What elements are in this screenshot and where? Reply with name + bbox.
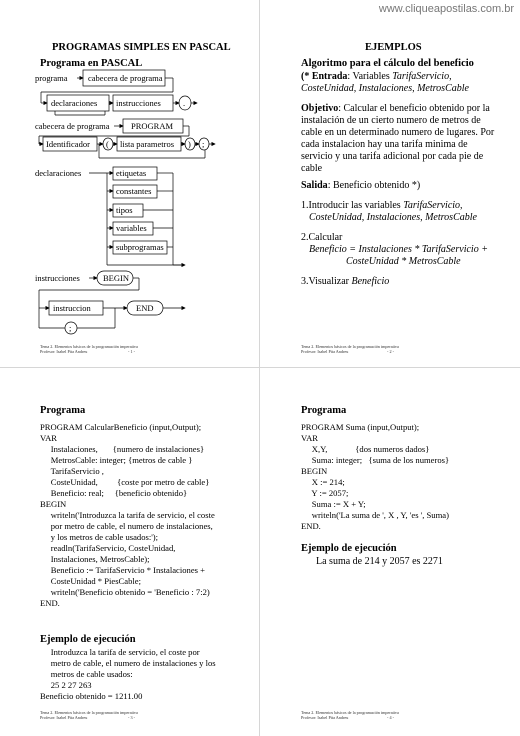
entrada-label: (* Entrada	[301, 71, 348, 82]
objetivo-text-1: instalación de un cierto numero de metros de	[301, 115, 481, 126]
code-line: END.	[40, 598, 60, 608]
slide-2-page: - 2 -	[387, 349, 394, 354]
slide-4-code	[301, 422, 516, 532]
step-1	[301, 200, 463, 212]
code-line: VAR	[301, 433, 319, 443]
code-line: por metro de cable, el numero de instalaciones,	[40, 521, 213, 531]
code-line: TarifaServicio ,	[40, 466, 104, 476]
label-dot: .	[183, 98, 186, 108]
slide-3-example-title: Ejemplo de ejecución	[40, 634, 136, 645]
objetivo-line	[301, 103, 490, 115]
footer-line2: Profesor: Isabel Pita Andreu	[301, 715, 349, 720]
step-1-text: 1.Introducir las variables	[301, 200, 404, 211]
footer-line2: Profesor: Isabel Pita Andreu	[301, 349, 349, 354]
salida-line	[301, 180, 420, 192]
slide-2-footer	[301, 344, 399, 354]
step-1-vars: TarifaServicio,	[403, 200, 463, 211]
slide-4-example-text: La suma de 214 y 2057 es 2271	[316, 556, 443, 567]
slide-2-title: EJEMPLOS	[365, 42, 422, 53]
objetivo-text-0: : Calcular el beneficio obtenido por la	[338, 103, 490, 114]
slide-1-footer	[40, 344, 138, 354]
code-line: Beneficio := TarifaServicio * Instalaciones +	[40, 565, 206, 575]
footer-line1: Tema 2. Elementos básicos de la programación imperativa	[40, 710, 138, 715]
code-line: BEGIN	[301, 466, 328, 476]
label-instrucciones: instrucciones	[116, 98, 161, 108]
example-line: Beneficio obtenido = 1211.00	[40, 691, 143, 701]
objetivo-text-2: cable en un determinado numero de lugares. Por	[301, 127, 495, 138]
label-tipos: tipos	[116, 205, 133, 215]
code-line: Instalaciones, {numero de instalaciones}	[40, 444, 205, 454]
step-3-var: Beneficio	[351, 276, 390, 287]
code-line: X,Y, {dos numeros dados}	[301, 444, 430, 454]
code-line: writeln('La suma de ', X , Y, 'es ', Suma)	[301, 510, 449, 520]
example-line: 25 2 27 263	[40, 680, 92, 690]
slide-4-footer	[301, 710, 399, 720]
code-line: y los metros de cable usados:');	[40, 532, 159, 542]
slide-1-page: - 1 -	[128, 349, 135, 354]
code-line: PROGRAM CalcularBeneficio (input,Output);	[40, 422, 202, 432]
label-constantes: constantes	[116, 186, 152, 196]
step-2-formula-1: Beneficio = Instalaciones * TarifaServicio +	[309, 244, 488, 255]
syntax-diagram	[35, 66, 265, 346]
label-subprogramas: subprogramas	[116, 242, 164, 252]
step-3-text: 3.Visualizar	[301, 276, 352, 287]
entrada-vars-1: TarifaServicio,	[392, 71, 452, 82]
code-line: MetrosCable: integer; {metros de cable }	[40, 455, 193, 465]
code-line: BEGIN	[40, 499, 67, 509]
label-variables: variables	[116, 223, 147, 233]
code-line: Suma := X + Y;	[301, 499, 366, 509]
example-line: metros de cable usados:	[40, 669, 133, 679]
label-end: END	[136, 303, 154, 313]
slide-4-title: Programa	[301, 405, 347, 416]
slide-3-title: Programa	[40, 405, 86, 416]
label-rparen: )	[188, 139, 191, 149]
slide-3-page: - 3 -	[128, 715, 135, 720]
label-programa: programa	[35, 73, 68, 83]
objetivo-text-3: cada instalacion hay una tarifa minima de	[301, 139, 468, 150]
code-line: readln(TarifaServicio, CosteUnidad,	[40, 543, 176, 553]
footer-line2: Profesor: Isabel Pita Andreu	[40, 715, 88, 720]
code-line: Y := 2057;	[301, 488, 349, 498]
code-line: VAR	[40, 433, 58, 443]
slide-1-subtitle: Programa en PASCAL	[40, 58, 143, 69]
label-cabecera: cabecera de programa	[88, 73, 163, 83]
step-2-formula-2: CosteUnidad * MetrosCable	[346, 256, 461, 267]
label-instruccion: instruccion	[53, 303, 91, 313]
footer-line1: Tema 2. Elementos básicos de la programación imperativa	[40, 344, 138, 349]
label-semi: ;	[202, 139, 205, 149]
page-divider-horizontal	[0, 367, 520, 368]
salida-text: : Beneficio obtenido *)	[327, 180, 421, 191]
slide-1-title: PROGRAMAS SIMPLES EN PASCAL	[52, 42, 231, 53]
label-instr-def: instrucciones	[35, 273, 80, 283]
slide-3-code	[40, 422, 258, 609]
example-line: Introduzca la tarifa de servicio, el coste por	[40, 647, 200, 657]
footer-line1: Tema 2. Elementos básicos de la programación imperativa	[301, 710, 399, 715]
salida-label: Salida	[301, 180, 328, 191]
algorithm-title: Algoritmo para el cálculo del beneficio	[301, 58, 474, 69]
label-decl-def: declaraciones	[35, 168, 82, 178]
code-line: Instalaciones, MetrosCable);	[40, 554, 150, 564]
label-program: PROGRAM	[131, 121, 174, 131]
code-line: writeln('Beneficio obtenido = 'Beneficio : 7:2)	[40, 587, 210, 597]
objetivo-text-4: servicio y una tarifa adicional por cada pie de	[301, 151, 484, 162]
footer-line1: Tema 2. Elementos básicos de la programación imperativa	[301, 344, 399, 349]
watermark: www.cliqueapostilas.com.br	[378, 3, 514, 15]
slide-3-example	[40, 647, 258, 702]
entrada-line	[301, 71, 452, 83]
code-line: CosteUnidad * PiesCable;	[40, 576, 141, 586]
label-semi2: ;	[69, 323, 72, 333]
objetivo-label: Objetivo	[301, 103, 339, 114]
slide-4-page: - 4 -	[387, 715, 394, 720]
step-3	[301, 276, 389, 288]
code-line: Suma: integer; {suma de los numeros}	[301, 455, 450, 465]
label-cab-def: cabecera de programa	[35, 121, 110, 131]
code-line: Beneficio: real; {beneficio obtenido}	[40, 488, 188, 498]
label-etiquetas: etiquetas	[116, 168, 147, 178]
entrada-mid: : Variables	[347, 71, 393, 82]
label-lparen: (	[106, 139, 109, 149]
label-declaraciones: declaraciones	[51, 98, 98, 108]
code-line: X := 214;	[301, 477, 345, 487]
code-line: PROGRAM Suma (input,Output);	[301, 422, 420, 432]
slide-4-example-title: Ejemplo de ejecución	[301, 543, 397, 554]
step-2: 2.Calcular	[301, 232, 343, 243]
code-line: END.	[301, 521, 321, 531]
step-1-vars-2: CosteUnidad, Instalaciones, MetrosCable	[309, 212, 477, 223]
objetivo-text-5: cable	[301, 163, 323, 174]
code-line: CosteUnidad, {coste por metro de cable}	[40, 477, 210, 487]
example-line: metro de cable, el numero de instalaciones y los	[40, 658, 216, 668]
label-lista: lista parametros	[120, 139, 175, 149]
label-begin: BEGIN	[103, 273, 129, 283]
slide-3-footer	[40, 710, 138, 720]
entrada-vars-2: CosteUnidad, Instalaciones, MetrosCable	[301, 83, 469, 94]
code-line: writeln('Introduzca la tarifa de servicio, el coste	[40, 510, 215, 520]
footer-line2: Profesor: Isabel Pita Andreu	[40, 349, 88, 354]
label-identificador: Identificador	[46, 139, 90, 149]
